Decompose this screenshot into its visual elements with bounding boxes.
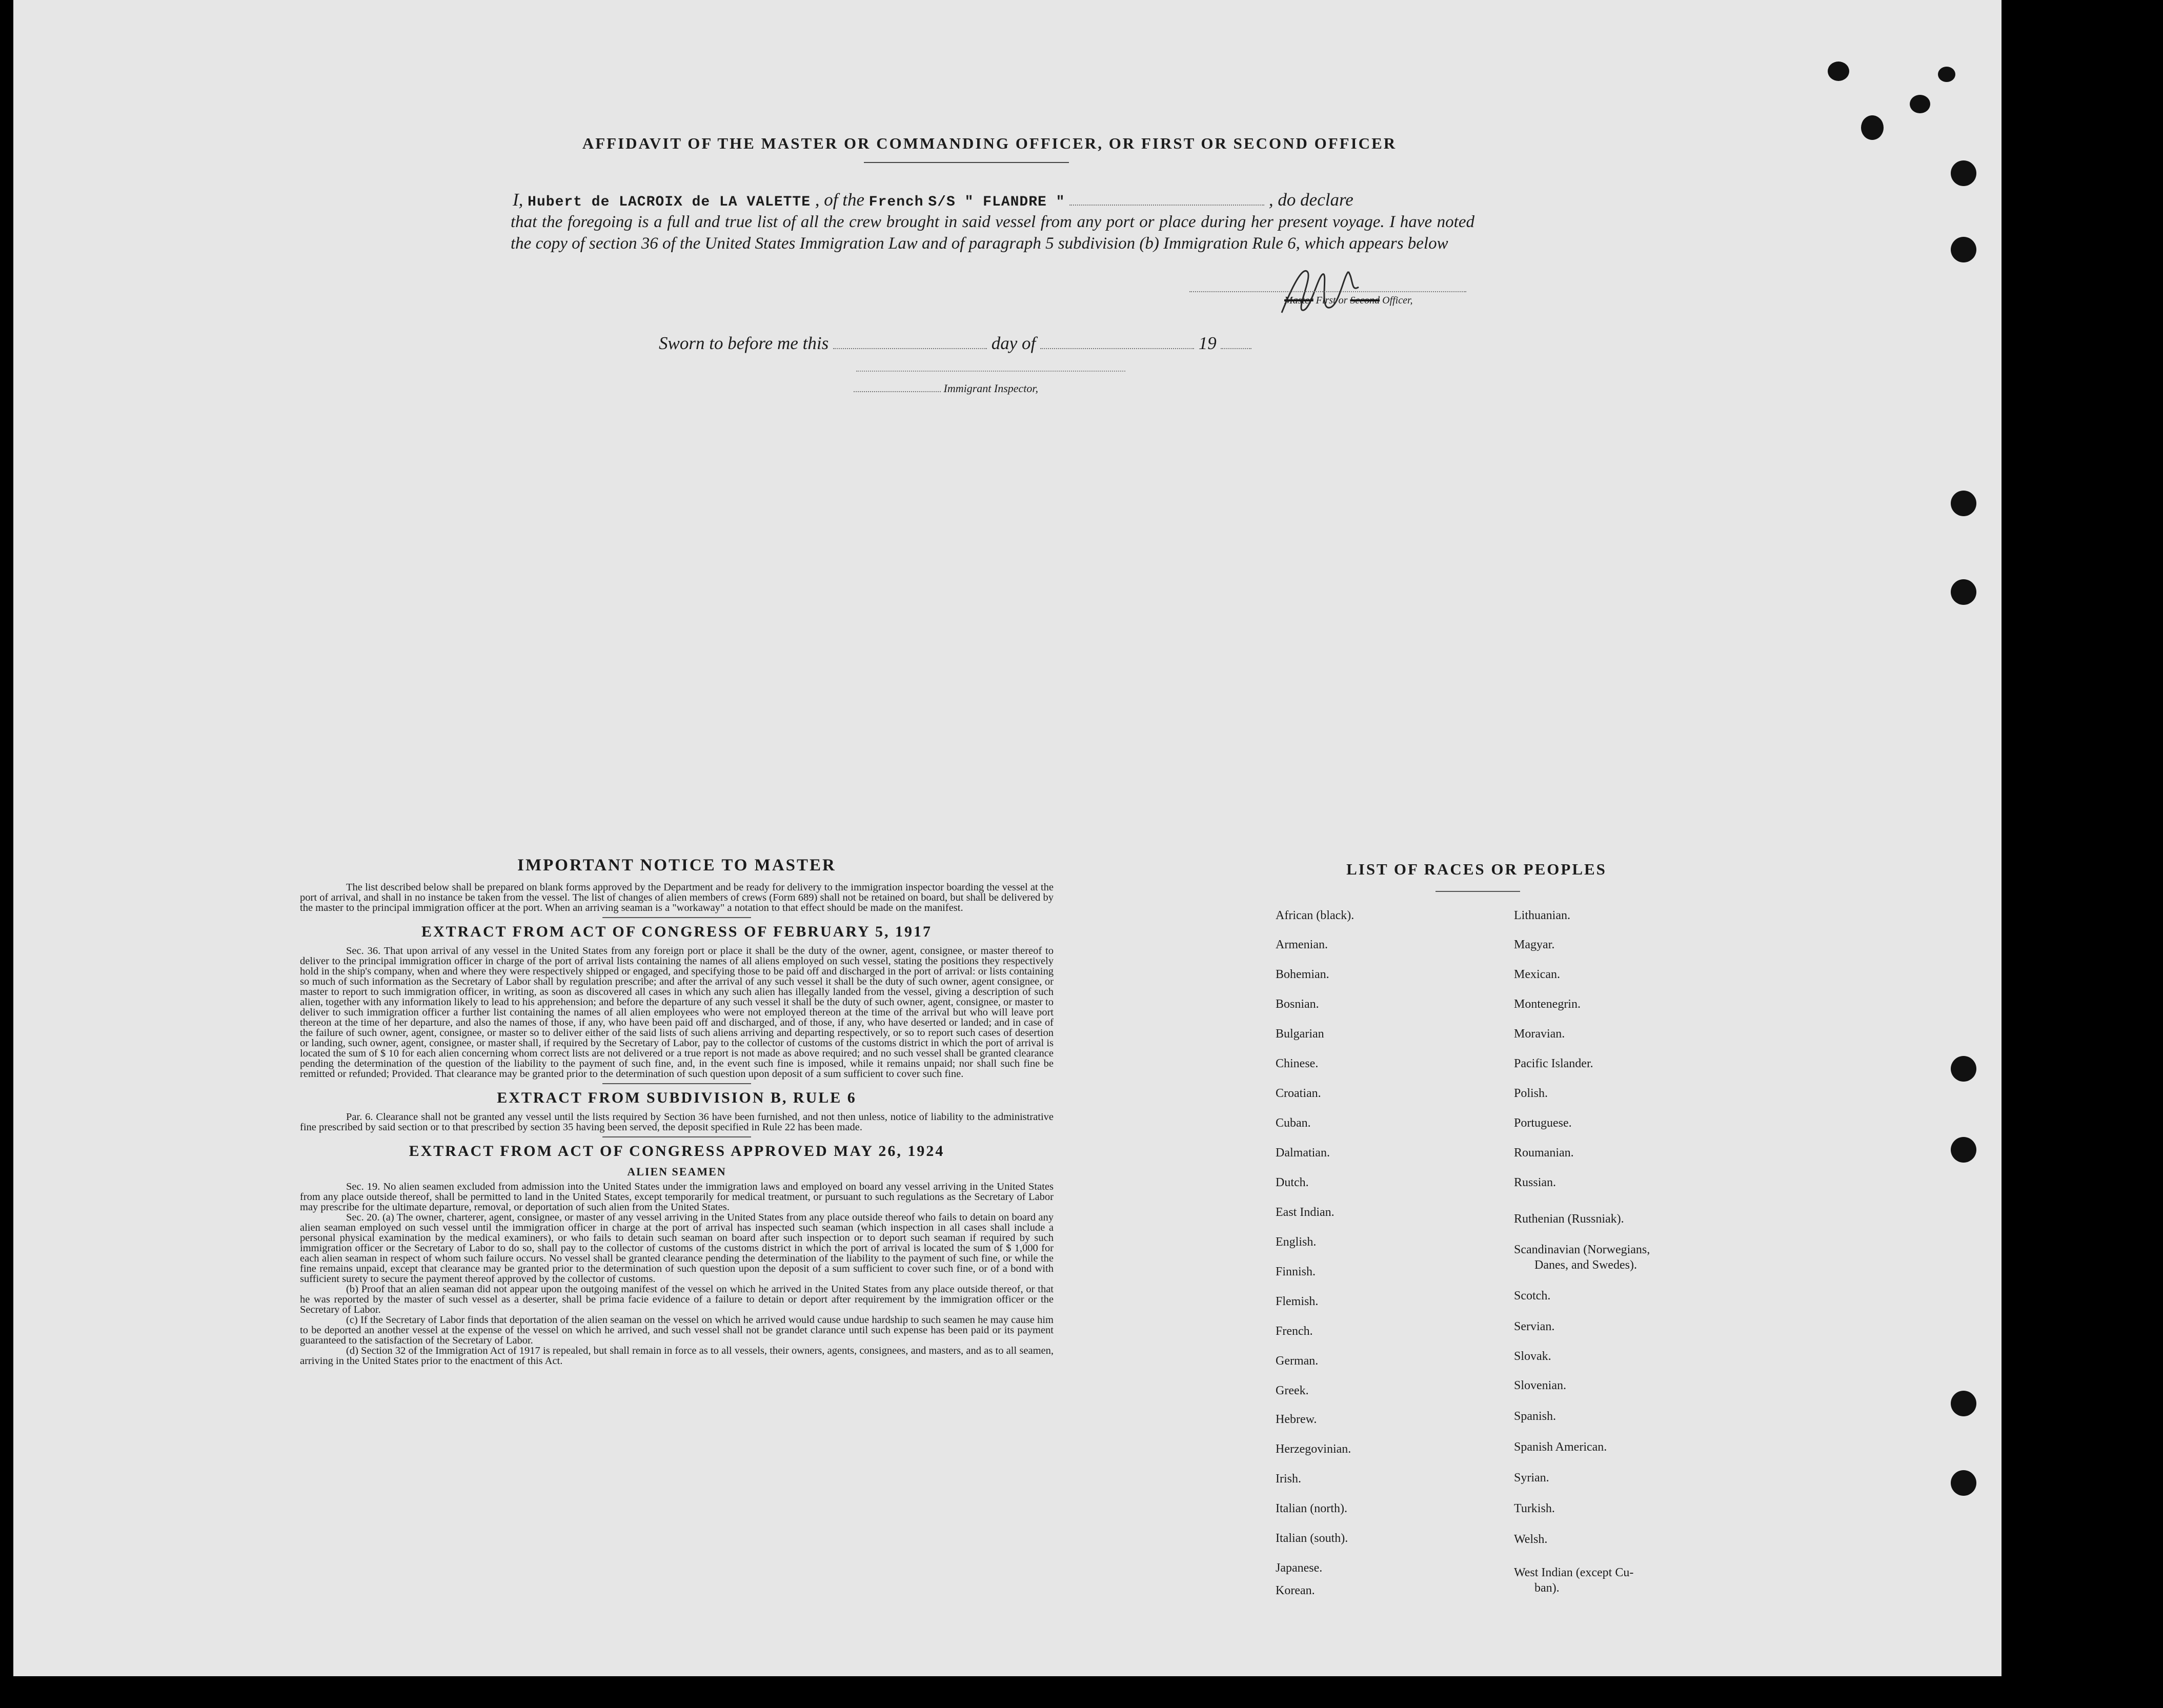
race-item: West Indian (except Cu- [1514,1566,1634,1579]
race-item: Bulgarian [1276,1027,1324,1041]
race-item: Italian (north). [1276,1502,1347,1515]
punch-hole [1951,1470,1976,1496]
race-item: Irish. [1276,1472,1301,1486]
inspector-label [854,382,1038,395]
punch-hole [1951,237,1976,262]
day-fill-line [833,346,987,349]
notice-section [300,856,1054,1366]
extract3-subtitle: ALIEN SEAMEN [627,1165,726,1178]
race-item: Bohemian. [1276,968,1329,981]
race-item: African (black). [1276,909,1355,922]
race-item: Italian (south). [1276,1532,1348,1545]
punch-hole [1951,1391,1976,1416]
extract3-title: EXTRACT FROM ACT OF CONGRESS APPROVED MAY 26, 1924 [409,1143,945,1160]
sworn-line [659,333,1325,354]
punch-hole [1951,1056,1976,1082]
first-or-text: First or [1316,295,1348,306]
struck-master: Master [1284,295,1313,306]
race-item: Dalmatian. [1276,1146,1330,1160]
declaration-line [513,190,1471,210]
race-item: Ruthenian (Russniak). [1514,1212,1624,1226]
vessel-name: S/S " FLANDRE " [928,194,1065,210]
race-item: Mexican. [1514,968,1560,981]
title-rule [864,162,1069,163]
extract1-title: EXTRACT FROM ACT OF CONGRESS OF FEBRUARY 5, 1917 [421,923,933,940]
declaration-body: that the foregoing is a full and true list of all the crew brought in said vessel from any port or place during her present voyage. I have noted the copy of section 36 of the United States Immigration Law and of paragraph 5 subdivision (b) Immigration Rule 6, which appears below [511,213,1474,253]
year-prefix: 19 [1198,333,1217,353]
notice-title: IMPORTANT NOTICE TO MASTER [517,856,836,875]
race-item: Portuguese. [1514,1116,1572,1130]
race-item: East Indian. [1276,1206,1335,1219]
declarant-prefix: I, [513,190,523,210]
of-the-text: , of the [815,190,865,210]
race-item: Servian. [1514,1320,1555,1333]
race-item: Montenegrin. [1514,998,1581,1011]
inspector-fill-line [854,389,941,392]
race-item: Bosnian. [1276,998,1319,1011]
vessel-fill-line [1069,202,1264,206]
do-declare-text: , do declare [1268,190,1353,210]
separator [602,1083,751,1084]
struck-second: Second [1350,295,1380,306]
race-item: Korean. [1276,1584,1315,1597]
race-item: French. [1276,1325,1313,1338]
race-item: Turkish. [1514,1502,1555,1515]
race-item: Chinese. [1276,1057,1319,1070]
day-of-text: day of [991,333,1036,353]
separator [602,917,751,918]
race-item: Pacific Islander. [1514,1057,1593,1070]
race-item: Croatian. [1276,1087,1321,1100]
race-item: Danes, and Swedes). [1534,1258,1637,1272]
race-item: English. [1276,1235,1317,1249]
ink-blot [1861,115,1884,140]
ink-blot [1910,95,1930,113]
extract3-sec20a: Sec. 20. (a) The owner, charterer, agent, consignee, or master of any vessel arriving in the United States from any place outside thereof who fails to detain on board any alien seaman employed on such vessel until the immigration officer in charge at the port of arrival has inspected such seaman (which inspection in all cases shall include a personal physical examination by the medical examiners), or who fails to detain such seaman on board after such inspection or to deport such seaman if required by such immigration officer or the Secretary of Labor to do so, shall pay to the collector of customs of the customs district in which the port of arrival is located the sum of $ 1,000 for each alien seaman in respect of whom such failure occurs. No vessel shall be granted clearance pending the determination of the liability to the payment of such fine, or while the fine remains unpaid, except that clearance may be granted prior to the determination of such question upon the deposit of a sum sufficient to cover such fine, or of a bond with sufficient surety to secure the payment thereof approved by the collector of customs. [300,1212,1054,1285]
race-item: Slovenian. [1514,1379,1566,1392]
race-item: Russian. [1514,1176,1556,1189]
inspector-label-text: Immigrant Inspector, [943,382,1039,395]
race-item: Welsh. [1514,1533,1548,1546]
month-fill-line [1040,346,1194,349]
race-item: Syrian. [1514,1471,1549,1485]
race-item: Japanese. [1276,1561,1323,1575]
separator [602,1136,751,1137]
race-item: ban). [1534,1581,1560,1595]
races-title: LIST OF RACES OR PEOPLES [1346,860,1607,878]
signature-line [1189,291,1466,292]
race-item: Magyar. [1514,938,1555,951]
race-item: Roumanian. [1514,1146,1574,1160]
punch-hole [1951,579,1976,605]
race-item: Dutch. [1276,1176,1309,1189]
inspector-signature-line [856,371,1125,372]
notice-intro: The list described below shall be prepared on blank forms approved by the Department and be ready for delivery to the immigration inspector boarding the vessel at the port of arrival, and shall in no instance be taken from the vessel. The list of changes of alien members of crews (Form 689) shall not be retained on board, but shall be delivered by the master to the principal immigration officer at the port. When an arriving seaman is a "workaway" a notation to that effect should be made on the manifest. [300,882,1054,913]
affidavit-title: AFFIDAVIT OF THE MASTER OR COMMANDING OFFICER, OR FIRST OR SECOND OFFICER [582,134,1397,152]
race-item: Moravian. [1514,1027,1565,1041]
declarant-name: Hubert de LACROIX de LA VALETTE [528,194,811,210]
race-item: Scotch. [1514,1289,1551,1303]
race-item: Scandinavian (Norwegians, [1514,1243,1650,1256]
vessel-nationality: French [868,194,924,210]
race-item: Flemish. [1276,1295,1319,1308]
races-rule [1436,891,1520,892]
race-item: German. [1276,1354,1319,1368]
punch-hole [1951,160,1976,186]
signature-title [1284,295,1413,307]
ink-blot [1938,67,1955,82]
extract1-text: Sec. 36. That upon arrival of any vessel in the United States from any foreign port or place it shall be the duty of the owner, agent, consignee, or master thereof to deliver to the principal immigration officer in charge of the port of arrival lists containing the names of all aliens employed on such vessel, stating the positions they respectively hold in the ship's company, when and where they were respectively shipped or engaged, and specifying those to be paid off and discharged in the port of arrival: or lists containing so much of such information as the Secretary of Labor shall by regulation prescribe; and after the arrival of any such vessel it shall be the duty of such owner, agent consignee, or master to report to such immigration officer, in writing, as soon as discovered all cases in which any such alien has illegally landed from the vessel, giving a description of such alien, together with any information likely to lead to his apprehension; and before the departure of any such vessel it shall be the duty of such owner, agent, consignee, or master to deliver to such immigration officer a further list containing the names of all alien employees who were not employed thereon at the time of the arrival but who will leave port thereon at the time of her departure, and also the names of those, if any, who have been paid off and discharged, and of those, if any, who have deserted or landed; and in case of the failure of such owner, agent, consignee, or master so to deliver either of the said lists of such aliens arriving and departing respectively, or so to report such cases of desertion or landing, such owner, agent, consignee, or master shall, if required by the Secretary of Labor, pay to the collector of customs of the customs district in which the port of arrival is located the sum of $ 10 for each alien concerning whom correct lists are not delivered or a true report is not made as above required; and no such vessel shall be granted clearance pending the determination of the question of the liability to the payment of such fine, and, in the event such fine is imposed, while it remains unpaid; nor shall such fine be remitted or refunded; Provided. That clearance may be granted prior to the determination of such question upon deposit of a sum sufficient to cover such fine. [300,945,1054,1080]
sworn-prefix: Sworn to before me this [659,333,829,353]
race-item: Cuban. [1276,1116,1311,1130]
ink-blot [1828,62,1849,81]
race-item: Lithuanian. [1514,909,1570,922]
punch-hole [1951,491,1976,516]
extract3-sec20b: (b) Proof that an alien seaman did not appear upon the outgoing manifest of the vessel on which he arrived in the United States from any place outside thereof, or that he was reported by the master of such vessel as a deserter, shall be prima facie evidence of a failure to detain or deport after requirement by the immigration officer or the Secretary of Labor. [300,1284,1054,1315]
race-item: Finnish. [1276,1265,1316,1278]
race-item: Hebrew. [1276,1413,1317,1426]
race-item: Herzegovinian. [1276,1442,1351,1456]
race-item: Polish. [1514,1087,1548,1100]
punch-hole [1951,1137,1976,1163]
race-item: Spanish American. [1514,1440,1607,1454]
officer-signature [1271,256,1374,323]
extract3-sec20d: (d) Section 32 of the Immigration Act of 1917 is repealed, but shall remain in force as to all vessels, their owners, agents, consignees, and masters, and as to all seamen, arriving in the United States prior to the enactment of this Act. [300,1345,1054,1367]
year-fill-line [1221,346,1251,349]
race-item: Spanish. [1514,1410,1556,1423]
officer-text: Officer, [1382,295,1413,306]
extract3-sec19: Sec. 19. No alien seamen excluded from admission into the United States under the immigration laws and employed on board any vessel arriving in the United States from any place outside thereof, shall be permitted to land in the United States, except temporarily for medical treatment, or pursuant to such regulations as the Secretary of Labor may prescribe for the ultimate departure, removal, or deportation of such alien from the United States. [300,1181,1054,1213]
race-item: Greek. [1276,1384,1309,1397]
race-item: Slovak. [1514,1350,1551,1363]
scan-border-right [2002,0,2163,1708]
scan-border-bottom [0,1676,2002,1708]
extract3-sec20c: (c) If the Secretary of Labor finds that deportation of the alien seaman on the vessel on which he arrived would cause undue hardship to such seamen he may cause him to be deported an another vessel at the expense of the vessel on which he arrived, and such vessel shall not be grandet clarance until such expense has been paid or its payment guaranteed to the satisfaction of the Secretary of Labor. [300,1314,1054,1346]
race-item: Armenian. [1276,938,1328,951]
extract2-text: Par. 6. Clearance shall not be granted any vessel until the lists required by Section 36 have been furnished, and not then unless, notice of liability to the administrative fine prescribed by said section or to that prescribed by section 35 having been served, the deposit specified in Rule 22 has been made. [300,1111,1054,1133]
extract2-title: EXTRACT FROM SUBDIVISION B, RULE 6 [497,1089,857,1106]
